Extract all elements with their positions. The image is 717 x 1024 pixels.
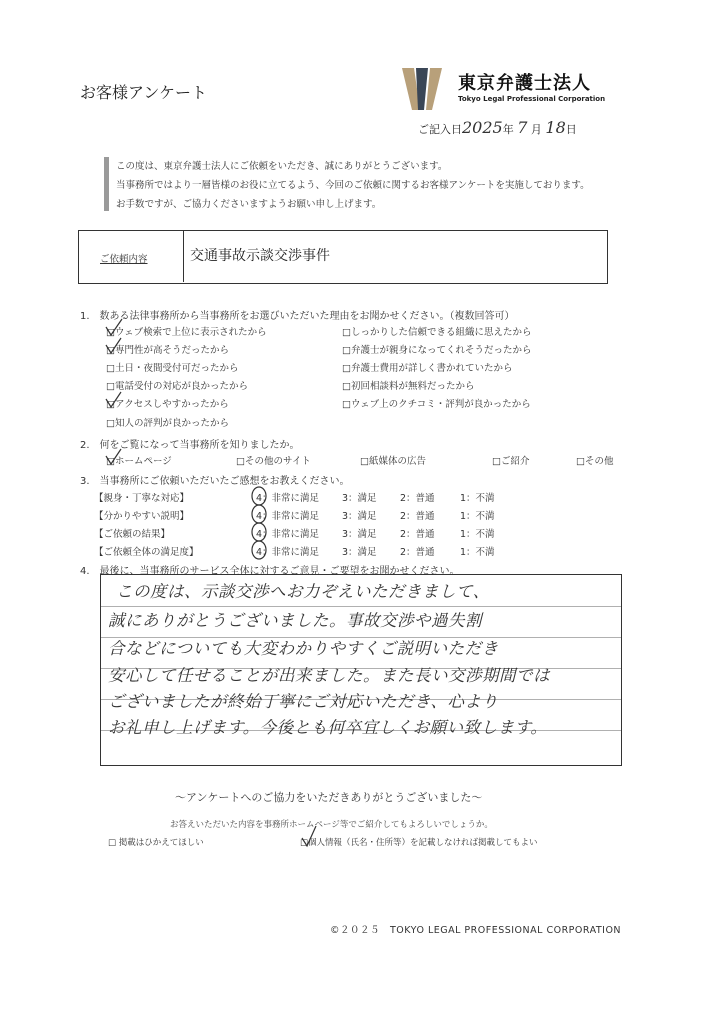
option-label: ホームページ (114, 456, 172, 467)
q1-option-referral-reputation[interactable]: □知人の評判が良かったから (106, 418, 229, 429)
option-label: 電話受付の対応が良かったから (114, 381, 248, 392)
q2-option-other[interactable]: □その他 (576, 456, 614, 467)
firm-name: 東京弁護士法人 (458, 73, 591, 94)
q1-option-expertise[interactable]: □専門性が高そうだったから (106, 345, 229, 356)
comment-line-1: この度は、示談交渉へお力ぞえいただきまして、 (116, 582, 490, 601)
intro-line-2: 当事務所ではより一層皆様のお役に立てるよう、今回のご依頼に関するお客様アンケートを実施しております。 (116, 180, 590, 191)
consent-option-decline[interactable]: □ 掲載はひかえてほしい (108, 838, 204, 848)
q3-rating-1[interactable]: 1：不満 (460, 511, 495, 522)
option-label: ご紹介 (500, 456, 530, 467)
q3-rating-1[interactable]: 1：不満 (460, 547, 495, 558)
comment-line-3: 合などについても大変わかりやすくご説明いただき (108, 639, 499, 658)
option-label: 弁護士費用が詳しく書かれていたから (350, 363, 513, 374)
q3-rating-1[interactable]: 1：不満 (460, 529, 495, 540)
comment-line-6: お礼申し上げます。今後とも何卒宜しくお願い致します。 (108, 718, 548, 737)
q2-option-print-ad[interactable]: □紙媒体の広告 (360, 456, 426, 467)
firm-name-en: Tokyo Legal Professional Corporation (458, 95, 606, 103)
entry-date (418, 118, 577, 137)
survey-title: お客様アンケート (80, 83, 208, 102)
consent-question: お答えいただいた内容を事務所ホームページ等でご紹介してもよろしいでしょうか。 (170, 820, 493, 830)
q1-option-weekend[interactable]: □土日・夜間受付可だったから (106, 363, 239, 374)
thanks-message: ～アンケートへのご協力をいただきありがとうございました～ (175, 791, 483, 804)
request-label: ご依頼内容 (100, 254, 148, 265)
q3-rating-1[interactable]: 1：不満 (460, 493, 495, 504)
option-label: 初回相談料が無料だったから (350, 381, 475, 392)
q3-rating-4[interactable]: 4：非常に満足 (256, 529, 320, 540)
day-label: 日 (565, 123, 577, 136)
q3-rating-3[interactable]: 3：満足 (342, 493, 377, 504)
q1-option-phone[interactable]: □電話受付の対応が良かったから (106, 381, 248, 392)
q1-option-fees[interactable]: □弁護士費用が詳しく書かれていたから (342, 363, 513, 374)
comment-line-2: 誠にありがとうございました。事故交渉や過失割 (108, 611, 482, 630)
option-label: その他のサイト (244, 456, 311, 467)
q1-option-web-search[interactable]: □ウェブ検索で上位に表示されたから (106, 327, 267, 338)
q3-item-label: 【ご依頼の結果】 (94, 529, 171, 540)
question-2: 2. 何をご覧になって当事務所を知りましたか。 (80, 440, 300, 451)
q3-item-label: 【親身・丁寧な対応】 (94, 493, 190, 504)
option-label: 知人の評判が良かったから (114, 418, 229, 429)
q3-rating-3[interactable]: 3：満足 (342, 529, 377, 540)
question-4: 4. 最後に、当事務所のサービス全体に対するご意見・ご要望をお聞かせください。 (80, 566, 460, 577)
option-label: 掲載はひかえてほしい (118, 838, 204, 848)
request-value: 交通事故示談交渉事件 (190, 248, 330, 264)
year-label: 年 (502, 123, 514, 136)
q3-item-label: 【分かりやすい説明】 (94, 511, 190, 522)
intro-line-3: お手数ですが、ご協力くださいますようお願い申し上げます。 (116, 199, 382, 210)
q2-option-homepage[interactable]: □ホームページ (106, 456, 172, 467)
date-year: 2025 (462, 118, 503, 137)
option-label: アクセスしやすかったから (114, 399, 229, 410)
option-label: ウェブ検索で上位に表示されたから (114, 327, 267, 338)
q3-rating-3[interactable]: 3：満足 (342, 511, 377, 522)
intro-accent-bar (104, 157, 109, 211)
copyright: ©２０２５ TOKYO LEGAL PROFESSIONAL CORPORATION (330, 925, 622, 936)
q3-rating-4[interactable]: 4：非常に満足 (256, 493, 320, 504)
question-1: 1. 数ある法律事務所から当事務所をお選びいただいた理由をお聞かせください。（複数回答可） (80, 311, 515, 322)
firm-logo-icon (402, 66, 442, 110)
option-label: ウェブ上のクチコミ・評判が良かったから (350, 399, 531, 410)
option-label: しっかりした信頼できる組織に思えたから (350, 327, 532, 338)
q1-option-access[interactable]: □アクセスしやすかったから (106, 399, 229, 410)
q2-option-referral[interactable]: □ご紹介 (492, 456, 530, 467)
date-day: 18 (545, 118, 566, 137)
option-label: その他 (584, 456, 614, 467)
q2-option-other-site[interactable]: □その他のサイト (236, 456, 311, 467)
q3-rating-2[interactable]: 2：普通 (400, 493, 435, 504)
q3-rating-4[interactable]: 4：非常に満足 (256, 511, 320, 522)
date-label: ご記入日 (418, 123, 462, 136)
q3-rating-3[interactable]: 3：満足 (342, 547, 377, 558)
q3-item-label: 【ご依頼全体の満足度】 (94, 547, 199, 558)
comment-line-5: ございましたが終始丁寧にご対応いただき、心より (108, 692, 499, 711)
date-month: 7 (517, 118, 528, 137)
q1-option-caring-lawyer[interactable]: □弁護士が親身になってくれそうだったから (342, 345, 532, 356)
option-label: 弁護士が親身になってくれそうだったから (350, 345, 532, 356)
option-label: 土日・夜間受付可だったから (114, 363, 239, 374)
comment-line-4: 安心して任せることが出来ました。また長い交渉期間では (108, 666, 550, 685)
intro-line-1: この度は、東京弁護士法人にご依頼をいただき、誠にありがとうございます。 (116, 161, 448, 172)
q3-rating-2[interactable]: 2：普通 (400, 529, 435, 540)
question-3: 3. 当事務所にご依頼いただいたご感想をお教えください。 (80, 476, 350, 487)
q3-rating-2[interactable]: 2：普通 (400, 511, 435, 522)
q1-option-reviews[interactable]: □ウェブ上のクチコミ・評判が良かったから (342, 399, 531, 410)
option-label: 個人情報（氏名・住所等）を記載しなければ掲載してもよい (308, 838, 538, 848)
option-label: 専門性が高そうだったから (114, 345, 229, 356)
q1-option-free-consult[interactable]: □初回相談料が無料だったから (342, 381, 475, 392)
option-label: 紙媒体の広告 (368, 456, 426, 467)
month-label: 月 (530, 123, 542, 136)
q3-rating-4[interactable]: 4：非常に満足 (256, 547, 320, 558)
q1-option-trust[interactable]: □しっかりした信頼できる組織に思えたから (342, 327, 532, 338)
q3-rating-2[interactable]: 2：普通 (400, 547, 435, 558)
consent-option-anonymous[interactable]: □個人情報（氏名・住所等）を記載しなければ掲載してもよい (300, 838, 538, 848)
